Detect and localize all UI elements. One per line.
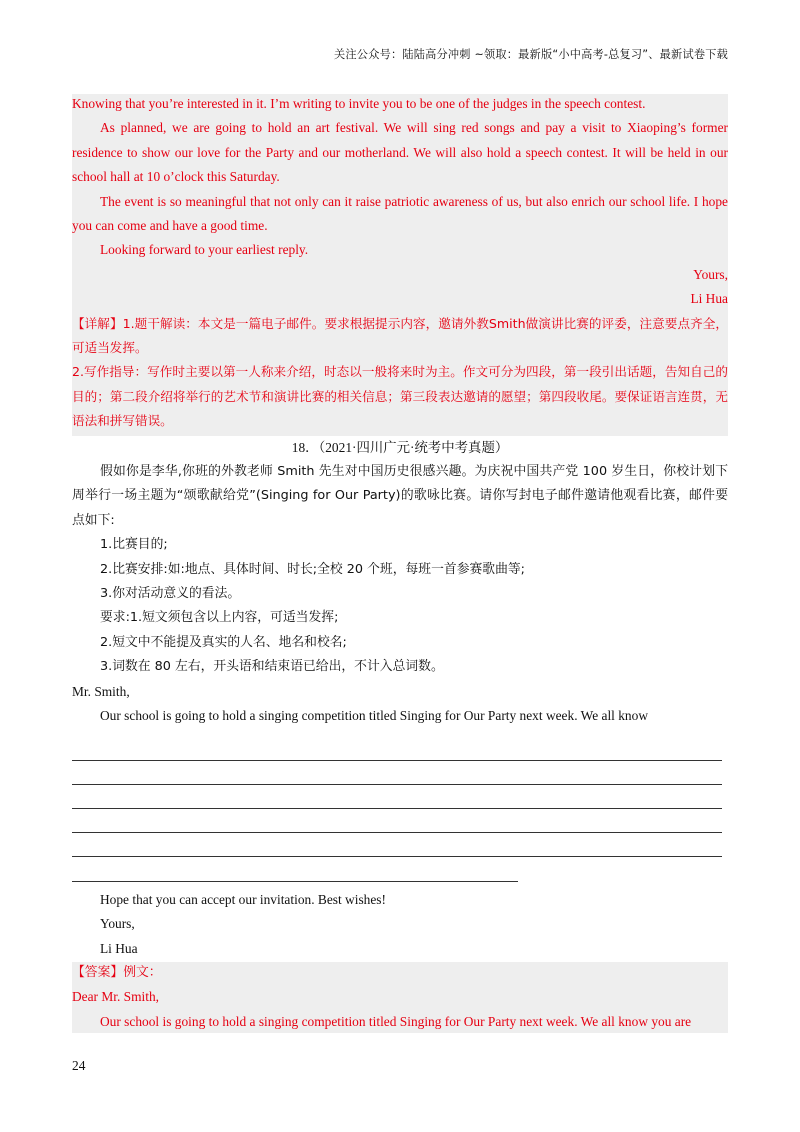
letter-ending-block [72,888,728,961]
question-body [72,460,728,728]
answer-blank-line-2[interactable] [72,784,722,785]
answer-blank-line-5[interactable] [72,856,722,857]
question-point-2: 2.比赛安排:如:地点、具体时间、时长;全校 20 个班，每班一首参赛歌曲等; [100,561,525,577]
letter-ending: Hope that you can accept our invitation. Best wishes! [100,892,386,907]
answer-prev-paragraph-3: The event is so meaningful that not only can it raise patriotic awareness of us, but also enrich our school life. I hope you can come and have a good time. [72,193,728,234]
letter-closing: Yours, [100,916,135,932]
page-header: 关注公众号：陆陆高分冲刺 ~领取：最新版“小中高考-总复习”、最新试卷下载 [334,48,728,61]
answer-prev-closing: Yours, [693,266,728,282]
question-requirement-2: 2.短文中不能提及真实的人名、地名和校名; [100,634,347,650]
question-requirement-1: 要求:1.短文须包含以上内容，可适当发挥; [100,610,339,626]
page-number: 24 [72,1058,86,1073]
answer-blank-line-1[interactable] [72,760,722,761]
letter-signature: Li Hua [100,940,138,956]
answer-prev-paragraph-2: As planned, we are going to hold an art festival. We will sing red songs and pay a visit to Xiaoping’s former residence to show our love for the Party and our motherland. We will also hold a speech contest. It will be held in our school hall at 10 o’clock this Saturday. [72,120,728,185]
answer-prev-explanation-1: 【详解】1.题干解读：本文是一篇电子邮件。要求根据提示内容，邀请外教Smith做演讲比赛的评委，注意要点齐全，可适当发挥。 [72,315,728,356]
question-requirement-3: 3.词数在 80 左右，开头语和结束语已给出，不计入总词数。 [100,659,444,675]
answer-prev-explanation-2: 2.写作指导：写作时主要以第一人称来介绍，时态以一般将来时为主。作文可分为四段，第一段引出话题，告知自己的目的；第二段介绍将举行的艺术节和演讲比赛的相关信息；第三段表达邀请的愿望；第四段收尾。要保证语言连贯，无语法和拼写错误。 [72,364,728,429]
answer-blank-line-6[interactable] [72,881,518,882]
answer-blank-line-3[interactable] [72,808,722,809]
answer-label: 【答案】例文： [72,965,162,980]
question-point-3: 3.你对活动意义的看法。 [100,586,241,602]
answer-prev-paragraph-1: Knowing that you’re interested in it. I’m writing to invite you to be one of the judges in the speech contest. [72,96,646,111]
answer-prev-block [72,92,728,434]
answer-blank-line-4[interactable] [72,832,722,833]
answer-opening: Our school is going to hold a singing competition titled Singing for Our Party next week. We all know you are [100,1013,692,1029]
letter-salutation: Mr. Smith, [72,683,130,699]
answer-prev-signature: Li Hua [690,291,728,307]
question-title: 18．（2021·四川广元·统考中考真题） [291,440,509,455]
question-point-1: 1.比赛目的; [100,537,168,553]
answer-block [72,961,728,1034]
letter-opening: Our school is going to hold a singing competition titled Singing for Our Party next week. We all know [100,708,648,724]
question-prompt: 假如你是李华,你班的外教老师 Smith 先生对中国历史很感兴趣。为庆祝中国共产党 100 岁生日，你校计划下周举行一场主题为“颂歌献给党”(Singing for Our Party)的歌咏比赛。请你写封电子邮件邀请他观看比赛，邮件要点如下: [72,464,728,528]
answer-prev-paragraph-4: Looking forward to your earliest reply. [100,242,309,258]
answer-salutation: Dear Mr. Smith, [72,989,160,1005]
